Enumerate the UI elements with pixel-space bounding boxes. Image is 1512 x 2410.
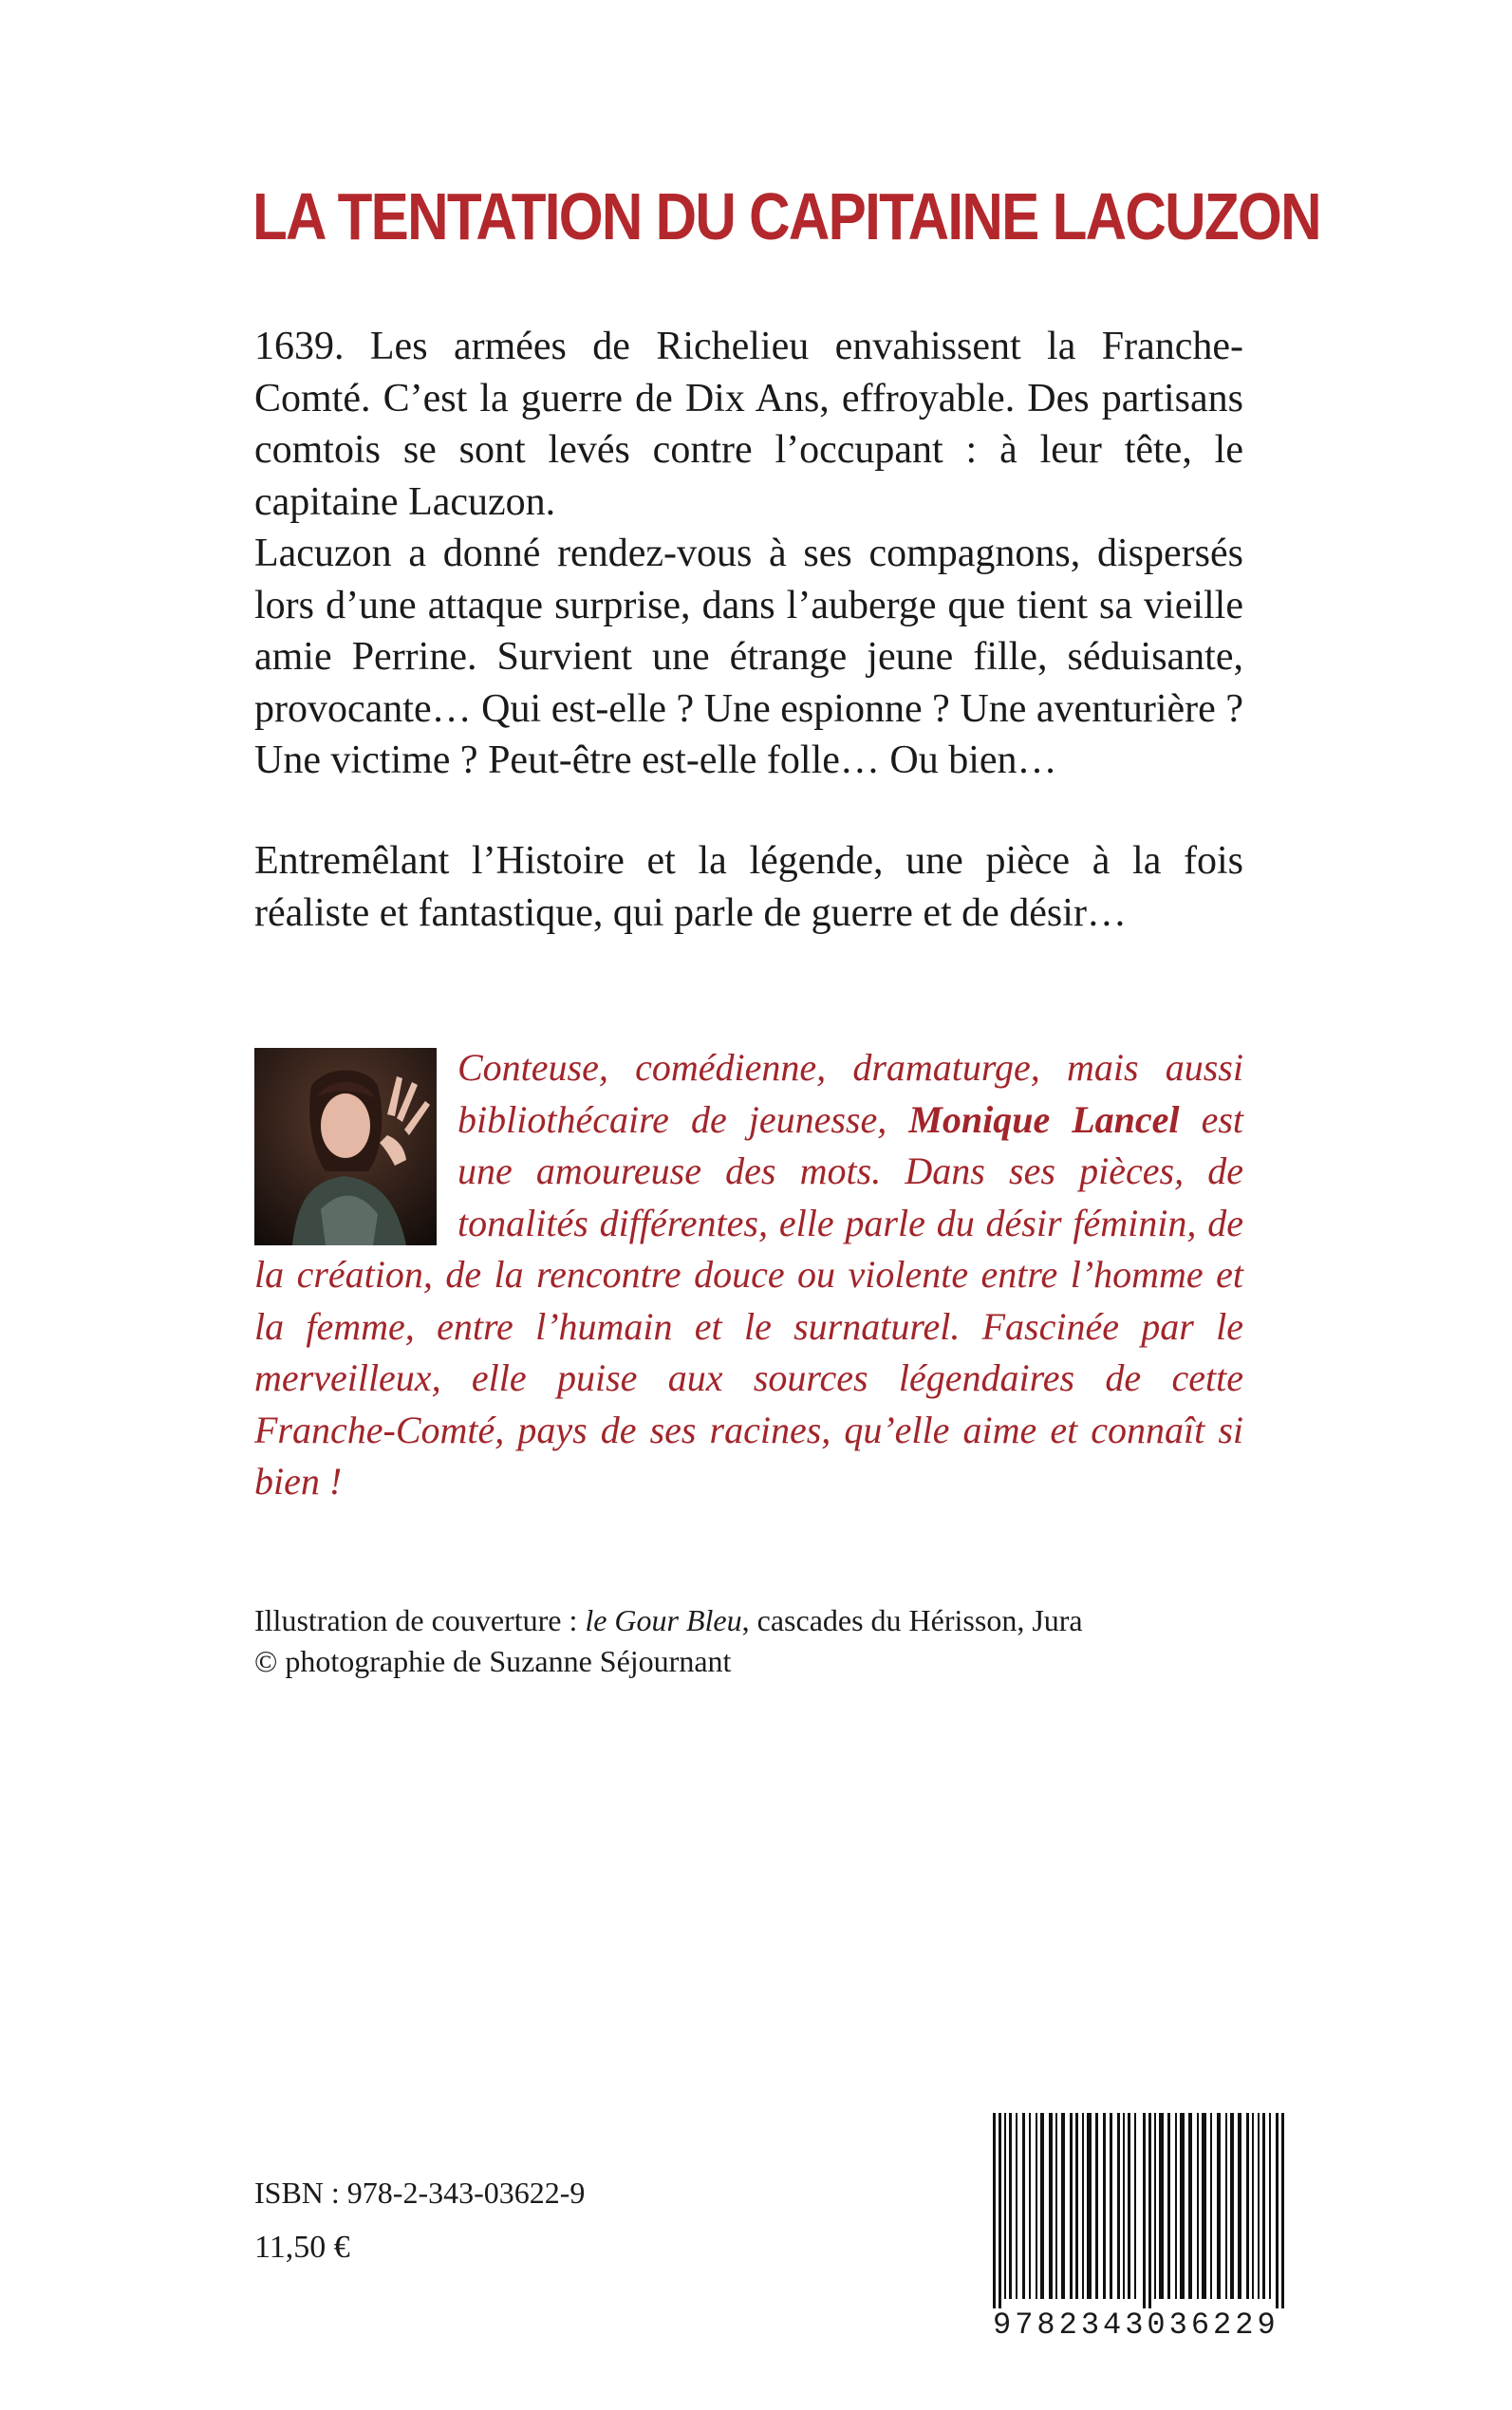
author-bio [254,1042,1243,1508]
credit-line-1 [254,1600,1251,1641]
price: 11,50 € [254,2230,350,2265]
isbn: ISBN : 978-2-343-03622-9 [254,2176,586,2210]
author-description: est une amoureuse des mots. Dans ses pièces, de tonalités différentes, elle parle du désir féminin, de la création, de la rencontre douce ou violente entre l’homme et la femme, entre l’humain et le surnaturel. Fascinée par le merveilleux, elle puise aux sources légendaires de cette Franche-Comté, pays de ses racines, qu’elle aime et connaît si bien ! [254,1097,1243,1503]
summary-text: Entremêlant l’Histoire et la légende, une pièce à la fois réaliste et fantastique, qui parle de guerre et de désir… [254,839,1243,935]
summary [254,835,1243,939]
author-photo-icon [254,1048,437,1245]
author-intro: Conteuse, comédienne, dramaturge, mais aussi bibliothécaire de jeunesse, [457,1046,1243,1141]
blurb-paragraph-2: Lacuzon a donné rendez-vous à ses compagnons, dispersés lors d’une attaque surprise, dans l’auberge que tient sa vieille amie Perrine. Survient une étrange jeune fille, séduisante, provocante… Qui est-elle ? Une espionne ? Une aventurière ? Une victime ? Peut-être est-elle folle… Ou bien… [254,532,1243,782]
cover-credit [254,1600,1251,1682]
book-title: LA TENTATION DU CAPITAINE LACUZON [252,179,1320,253]
blurb [254,321,1243,787]
credit-prefix: Illustration de couverture : [254,1603,578,1637]
credit-line-2: © photographie de Suzanne Séjournant [254,1644,732,1678]
author-name: Monique Lancel [908,1097,1180,1141]
barcode-digits: 9782343036229 [993,2307,1279,2343]
credit-italic: le Gour Bleu [585,1603,742,1637]
credit-suffix: , cascades du Hérisson, Jura [741,1603,1083,1637]
blurb-paragraph-1: 1639. Les armées de Richelieu envahissent la Franche-Comté. C’est la guerre de Dix Ans, effroyable. Des partisans comtois se sont levés contre l’occupant : à leur tête, le capitaine Lacuzon. [254,325,1243,524]
